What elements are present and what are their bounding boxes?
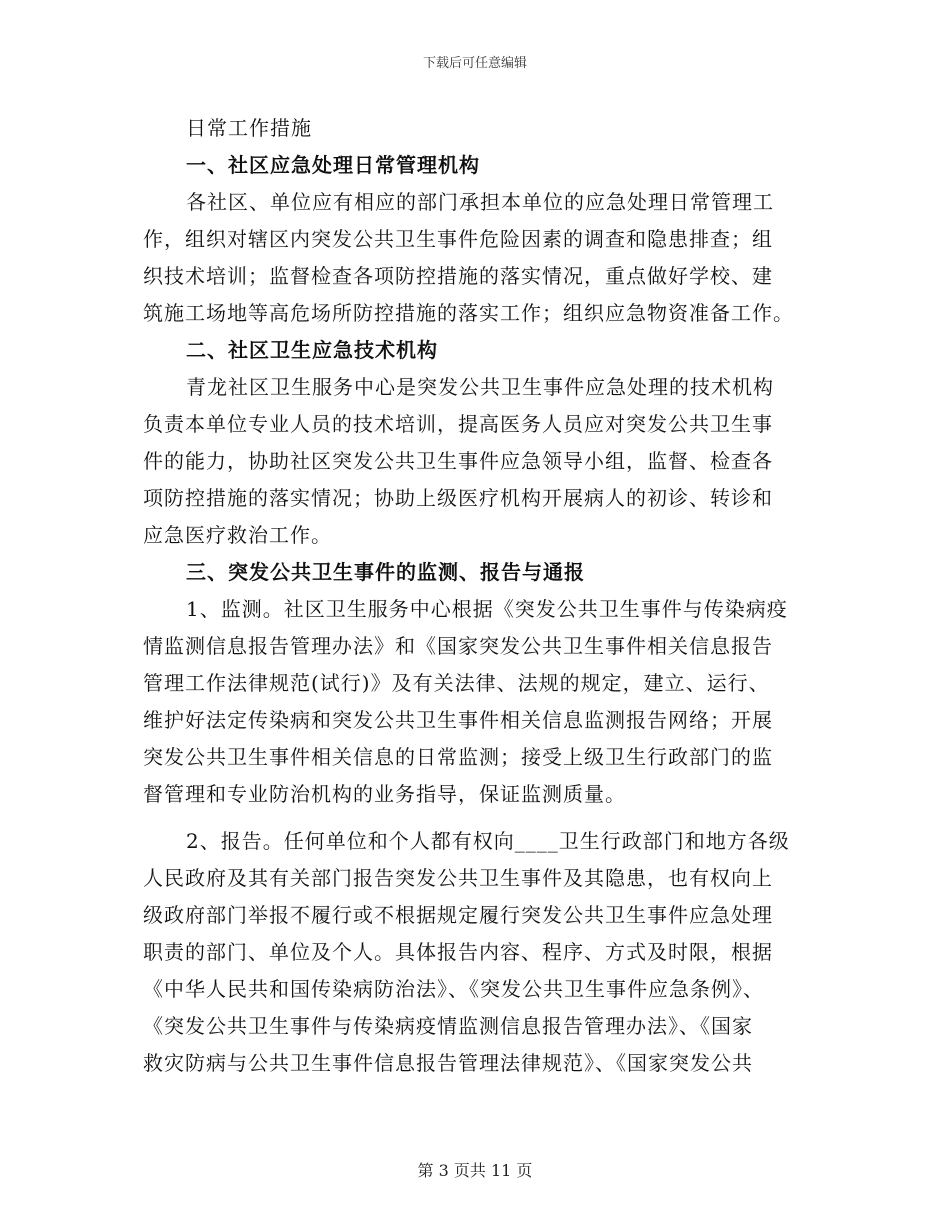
text-line: 筑施工场地等高危场所防控措施的落实工作；组织应急物资准备工作。	[143, 301, 794, 325]
text-line: 《突发公共卫生事件与传染病疫情监测信息报告管理办法》、《国家	[143, 1014, 753, 1038]
text-line: 情监测信息报告管理办法》和《国家突发公共卫生事件相关信息报告	[143, 634, 773, 658]
text-line: 维护好法定传染病和突发公共卫生事件相关信息监测报告网络；开展	[143, 708, 773, 732]
paragraph-gap	[143, 813, 808, 823]
page-header: 下载后可任意编辑	[422, 56, 527, 71]
text-line: 日常工作措施	[186, 116, 312, 140]
text-line: 职责的部门、单位及个人。具体报告内容、程序、方式及时限，根据	[143, 940, 773, 964]
text-line: 应急医疗救治工作。	[143, 523, 332, 547]
section-heading: 三、突发公共卫生事件的监测、报告与通报	[186, 560, 585, 584]
text-line: 青龙社区卫生服务中心是突发公共卫生事件应急处理的技术机构	[186, 375, 774, 399]
text-line: 负责本单位专业人员的技术培训，提高医务人员应对突发公共卫生事	[143, 412, 773, 436]
text-line: 件的能力，协助社区突发公共卫生事件应急领导小组，监督、检查各	[143, 449, 773, 473]
text-line: 1、监测。社区卫生服务中心根据《突发公共卫生事件与传染病疫	[186, 597, 788, 621]
text-line: 救灾防病与公共卫生事件信息报告管理法律规范》、《国家突发公共	[143, 1051, 753, 1075]
text-line: 督管理和专业防治机构的业务指导，保证监测质量。	[143, 782, 626, 806]
text-line: 人民政府及其有关部门报告突发公共卫生事件及其隐患，也有权向上	[143, 866, 773, 890]
text-line: 项防控措施的落实情况；协助上级医疗机构开展病人的初诊、转诊和	[143, 486, 773, 510]
section-heading: 一、社区应急处理日常管理机构	[186, 153, 480, 177]
page-footer: 第 3 页共 11 页	[417, 1161, 533, 1180]
text-line: 《中华人民共和国传染病防治法》、《突发公共卫生事件应急条例》、	[143, 977, 764, 1001]
text-line: 突发公共卫生事件相关信息的日常监测；接受上级卫生行政部门的监	[143, 745, 773, 769]
document-body	[143, 110, 808, 1082]
text-line: 各社区、单位应有相应的部门承担本单位的应急处理日常管理工	[186, 190, 774, 214]
text-line: 织技术培训；监督检查各项防控措施的落实情况，重点做好学校、建	[143, 264, 773, 288]
section-heading: 二、社区卫生应急技术机构	[186, 338, 438, 362]
text-line: 2、报告。任何单位和个人都有权向____卫生行政部门和地方各级	[186, 829, 790, 853]
text-line: 级政府部门举报不履行或不根据规定履行突发公共卫生事件应急处理	[143, 903, 773, 927]
text-line: 管理工作法律规范(试行)》及有关法律、法规的规定，建立、运行、	[143, 671, 770, 695]
text-line: 作，组织对辖区内突发公共卫生事件危险因素的调查和隐患排查；组	[143, 227, 773, 251]
